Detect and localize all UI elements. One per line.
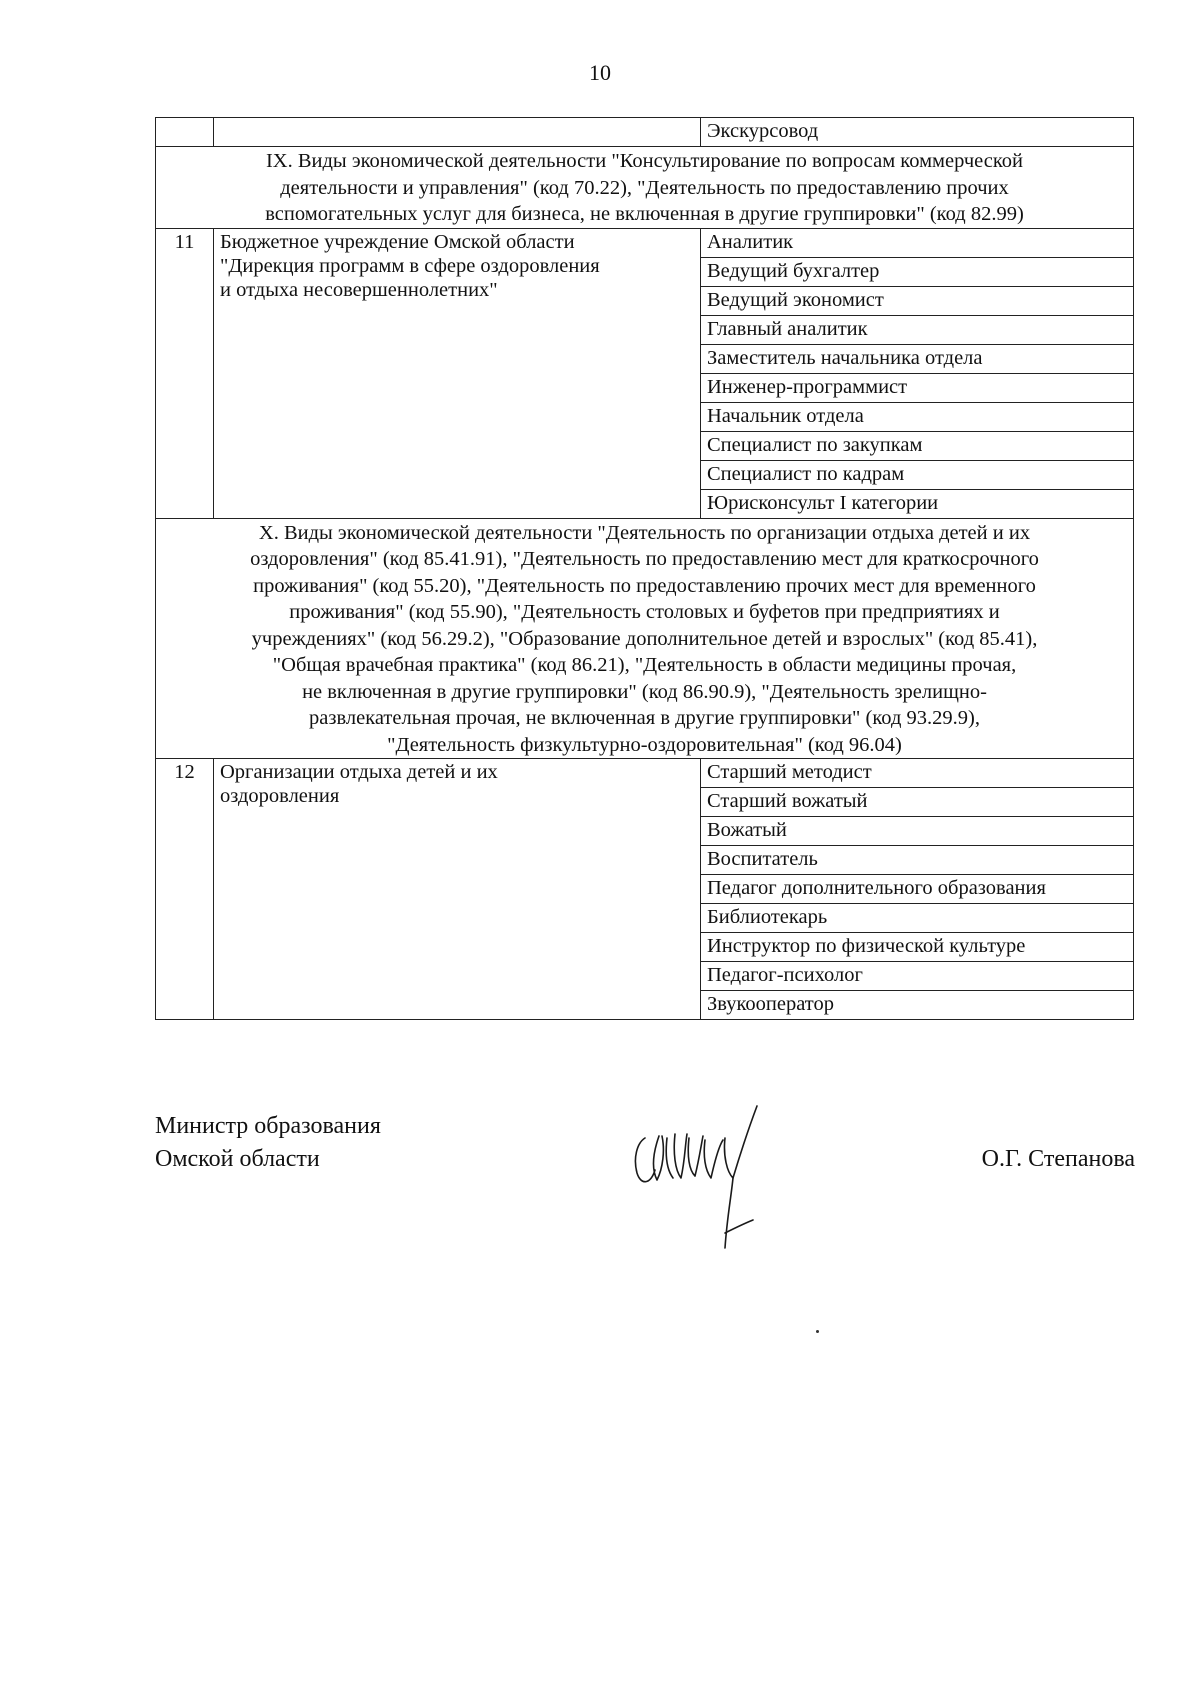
section-heading-line: не включенная в другие группировки" (код 86.90.9), "Деятельность зрелищно-: [302, 680, 987, 703]
section-heading-line: "Деятельность физкультурно-оздоровительная" (код 96.04): [387, 733, 902, 756]
organization-line: Организации отдыха детей и их: [220, 761, 498, 783]
position-cell: Специалист по кадрам: [701, 460, 1134, 489]
section-heading-line: учреждениях" (код 56.29.2), "Образование дополнительное детей и взрослых" (код 85.41),: [251, 627, 1038, 650]
table-row: [156, 228, 1134, 257]
section-heading-line: деятельности и управления" (код 70.22), "Деятельность по предоставлению прочих: [280, 176, 1009, 199]
organization-cell: [214, 228, 701, 518]
position-cell: Специалист по закупкам: [701, 431, 1134, 460]
section-heading-line: оздоровления" (код 85.41.91), "Деятельность по предоставлению мест для краткосрочного: [250, 548, 1039, 570]
organization-line: "Дирекция программ в сфере оздоровления: [220, 254, 600, 277]
position-cell: Библиотекарь: [701, 904, 1134, 933]
page-number: 10: [589, 60, 611, 85]
organization-line: и отдыха несовершеннолетних": [220, 278, 498, 301]
section-heading: [156, 518, 1134, 759]
table-row: [156, 759, 1134, 788]
row-number-cell: 12: [156, 759, 214, 1020]
section-heading-row: [156, 518, 1134, 759]
table-body: [156, 118, 1134, 1020]
organization-line: Бюджетное учреждение Омской области: [220, 230, 575, 253]
position-cell: Старший методист: [701, 759, 1134, 788]
position-cell: Педагог дополнительного образования: [701, 875, 1134, 904]
position-cell: Звукооператор: [701, 991, 1134, 1020]
position-cell: Инженер-программист: [701, 373, 1134, 402]
section-heading-line: развлекательная прочая, не включенная в другие группировки" (код 93.29.9),: [309, 707, 980, 729]
position-cell: Экскурсовод: [701, 118, 1134, 147]
organization-cell: [214, 759, 701, 1020]
position-cell: Аналитик: [701, 228, 1134, 257]
continuation-row: [156, 118, 1134, 147]
section-heading-line: проживания" (код 55.90), "Деятельность столовых и буфетов при предприятиях и: [289, 601, 1000, 623]
section-heading-line: IX. Виды экономической деятельности "Консультирование по вопросам коммерческой: [265, 150, 1024, 172]
signature-block: [155, 1110, 1135, 1270]
row-number-cell: [156, 118, 214, 147]
section-heading-line: вспомогательных услуг для бизнеса, не включенная в другие группировки" (код 82.99): [265, 203, 1024, 225]
position-cell: Инструктор по физической культуре: [701, 933, 1134, 962]
section-heading: [156, 147, 1134, 229]
section-heading-line: проживания" (код 55.20), "Деятельность по предоставлению прочих мест для временного: [253, 574, 1036, 597]
position-cell: Начальник отдела: [701, 402, 1134, 431]
position-cell: Заместитель начальника отдела: [701, 344, 1134, 373]
handwritten-signature: [615, 1098, 815, 1258]
position-cell: Главный аналитик: [701, 315, 1134, 344]
section-heading-line: "Общая врачебная практика" (код 86.21), "Деятельность в области медицины прочая,: [272, 654, 1017, 676]
position-cell: Педагог-психолог: [701, 962, 1134, 991]
section-heading-line: X. Виды экономической деятельности "Деятельность по организации отдыха детей и их: [258, 521, 1031, 544]
minister-name: О.Г. Степанова: [981, 1146, 1135, 1172]
section-heading-row: [156, 147, 1134, 229]
minister-title-line: Омской области: [155, 1146, 320, 1172]
scan-speck: [816, 1330, 819, 1333]
position-cell: Ведущий бухгалтер: [701, 257, 1134, 286]
minister-title-line: Министр образования: [155, 1113, 381, 1139]
position-cell: Вожатый: [701, 817, 1134, 846]
positions-table: [155, 117, 1134, 1020]
position-cell: Юрисконсульт I категории: [701, 489, 1134, 518]
position-cell: Воспитатель: [701, 846, 1134, 875]
organization-line: оздоровления: [220, 785, 340, 807]
row-number-cell: 11: [156, 228, 214, 518]
minister-title: [155, 1110, 381, 1176]
organization-cell: [214, 118, 701, 147]
position-cell: Ведущий экономист: [701, 286, 1134, 315]
position-cell: Старший вожатый: [701, 788, 1134, 817]
